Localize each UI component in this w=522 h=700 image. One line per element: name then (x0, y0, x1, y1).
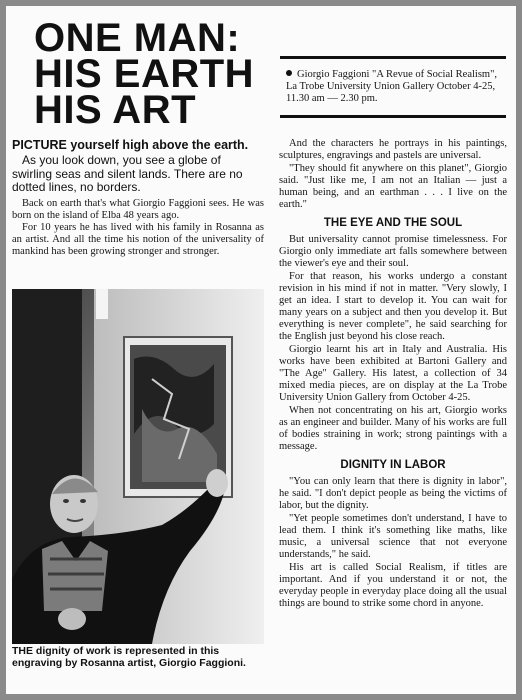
left-column (12, 138, 264, 259)
article-paragraph: His art is called Social Realism, if titles are important. And if you understand it or not, the everyday people in everyday place doing all the usual things are bound to strike some chord in anyone. (279, 562, 507, 609)
exhibition-info-text: Giorgio Faggioni "A Revue of Social Realism", La Trobe University Union Gallery October 4-25, 11.30 am — 2.30 pm. (286, 69, 497, 104)
artist-photo (12, 289, 264, 644)
headline-line-1: ONE MAN: (34, 16, 241, 60)
article-paragraph: Back on earth that's what Giorgio Faggioni sees. He was born on the island of Elba 48 years ago. (12, 197, 264, 221)
article-paragraph: For 10 years he has lived with his family in Rosanna as an artist. And all the time his notion of the universality of mankind has been growing stronger and stronger. (12, 221, 264, 258)
lead-body: As you look down, you see a globe of swirling seas and silent lands. There are no dotted lines, no borders. (12, 153, 243, 194)
exhibition-info-box (280, 56, 506, 118)
headline (34, 16, 284, 132)
subheading-dignity-in-labor: DIGNITY IN LABOR (340, 459, 446, 471)
headline-line-2: HIS EARTH (34, 52, 255, 96)
right-column (279, 138, 507, 611)
bullet-icon (286, 70, 292, 76)
lead-heading: PICTURE yourself high above the earth. (12, 138, 249, 152)
exhibition-info (286, 69, 502, 105)
article-paragraph: For that reason, his works undergo a constant revision in his mind if not in matter. "Very slowly, I get an idea. I start to develop it. You can wait for many years on a subject and then you develop it. But everything is never complete", he said searching for the English just beyond his close reach. (279, 271, 507, 342)
headline-line-3: HIS ART (34, 88, 197, 132)
article-paragraph: "Yet people sometimes don't understand, I have to lead them. I think it's something like maths, like music, a universal science that not everyone understands," he said. (279, 513, 507, 560)
newspaper-clipping (6, 6, 516, 694)
photo-caption: THE dignity of work is represented in this engraving by Rosanna artist, Giorgio Faggioni. (12, 645, 246, 669)
subheading-eye-and-soul: THE EYE AND THE SOUL (323, 217, 463, 229)
article-paragraph: But universality cannot promise timelessness. For Giorgio only immediate art falls somewhere between the viewer's eye and their soul. (279, 234, 507, 269)
article-paragraph: When not concentrating on his art, Giorgio works as an engineer and builder. Many of his works are full of bodies straining in work; strong paintings with a message. (279, 405, 507, 452)
article-paragraph: "They should fit anywhere on this planet", Giorgio said. "Just like me, I am not an Italian — just a human being, and an earthman . . . I live on the earth." (279, 163, 507, 210)
artist-photo-graphic (12, 289, 264, 644)
article-paragraph: And the characters he portrays in his paintings, sculptures, engravings and pastels are universal. (279, 138, 507, 161)
article-paragraph: "You can only learn that there is dignity in labor", he said. "I don't depict people as being the victims of labor, but the dignity. (279, 476, 507, 511)
article-paragraph: Giorgio learnt his art in Italy and Australia. His works have been exhibited at Bartoni Gallery and "The Age" Gallery. His latest, a collection of 34 mixed media pieces, are on display at the La Trobe University Union Gallery from October 4-25. (279, 344, 507, 403)
